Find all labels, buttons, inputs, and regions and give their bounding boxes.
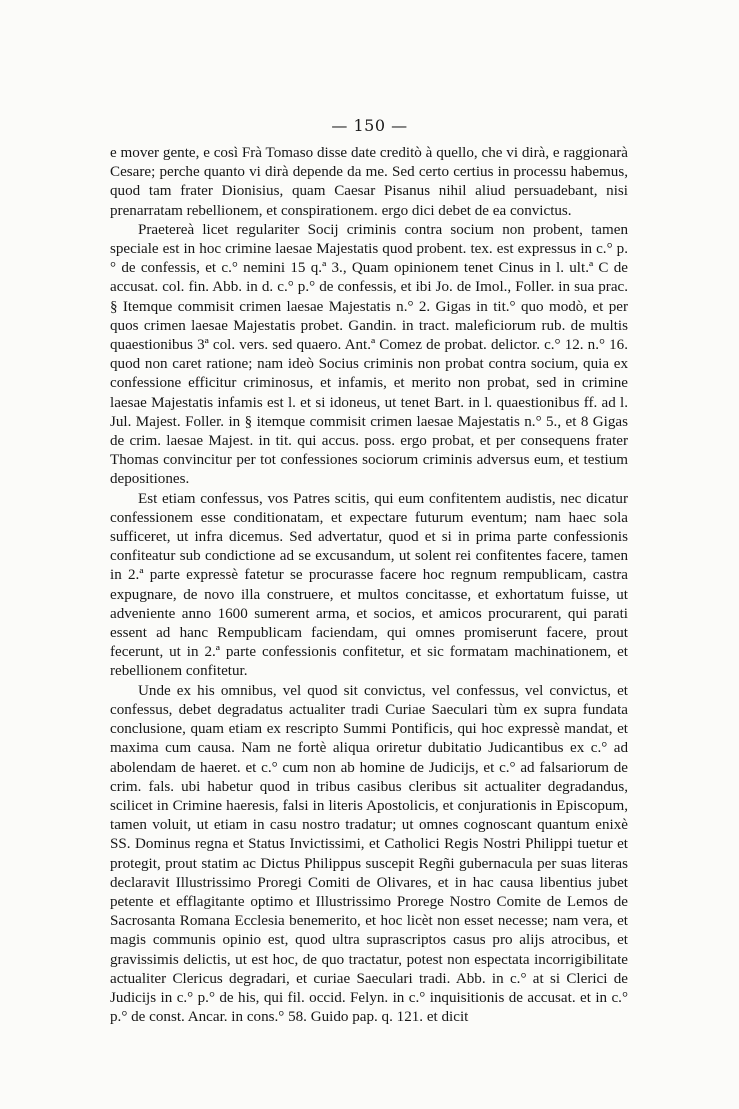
paragraph-2: Praetereà licet regulariter Socij criminis contra socium non probent, tamen speciale est in hoc crimine laesae Majestatis quod probent. tex. est expressus in c.° p.° de confessis, et c.° nemini 15 q.ª 3., Quam opinionem tenet Cinus in l. ult.ª C de accusat. col. fin. Abb. in d. c.° p.° de confessis, et ibi Jo. de Imol., Foller. in sua prac. § Itemque commisit crimen laesae Majestatis n.° 2. Gigas in tit.° quo modò, et per quos crimen laesae Majestatis probet. Gandin. in tract. maleficiorum rub. de multis quaestionibus 3ª col. vers. sed quaero. Ant.ª Comez de probat. delictor. c.° 12. n.° 16. quod non caret ratione; nam ideò Socius criminis non probat contra socium, quia ex confessione efficitur criminosus, et infamis, et merito non probat, sed in crimine laesae Majestatis infamis est l. et si idoneus, ut tenet Bart. in l. quaestionibus ff. ad l. Jul. Majest. Foller. in § itemque commisit crimen laesae Majestatis n.° 5., et 8 Gigas de crim. laesae Majest. in tit. qui accus. poss. ergo probat, et per consequens frater Thomas convincitur per tot confessiones sociorum criminis adversus eum, et testium depositiones. [110,221,628,488]
paragraph-3: Est etiam confessus, vos Patres scitis, qui eum confitentem audistis, nec dicatur confessionem esse conditionatam, et expectare futurum eventum; nam haec sola sufficeret, ut infra dicemus. Sed advertatur, quod et si in prima parte confessionis confiteatur sub condictione ad se excusandum, ut solent rei confitentes facere, tamen in 2.ª parte expressè fatetur se procurasse facere hoc regnum rempublicam, castra expugnare, de novo illa construere, et multos concitasse, et exhortatum fuisse, ut adveniente anno 1600 sumerent arma, et socios, et amicos procurarent, qui parati essent ad hanc Rempublicam faciendam, qui omnes promiserunt facere, prout fecerunt, ut in 2.ª parte confessionis confitetur, et sic formatam machinationem, et rebellionem confitetur. [110,490,628,680]
paragraph-1: e mover gente, e così Frà Tomaso disse date creditò à quello, che vi dirà, e raggionarà Cesare; perche quanto vi dirà depende da me. Sed certo certius in processu habemus, quod tam frater Dionisius, quam Caesar Pisanus nihil aliud persuadebant, nisi prenarratam rebellionem, et conspirationem. ergo dici debet de ea convictus. [110,145,628,219]
body-text [110,144,628,1027]
page-number: — 150 — [331,116,408,135]
paragraph-4: Unde ex his omnibus, vel quod sit convictus, vel confessus, vel convictus, et confessus, debet degradatus actualiter tradi Curiae Saeculari tùm ex supra fundata conclusione, quam etiam ex rescripto Summi Pontificis, qui hoc expressè mandat, et maxima cum causa. Nam ne fortè aliqua oriretur dubitatio Judicantibus ex c.° ad abolendam de haeret. et c.° cum non ab homine de Judicijs, et c.° ad falsariorum de crim. fals. ubi habetur quod in tribus casibus cleribus sit actualiter degradandus, scilicet in Crimine haeresis, falsi in literis Apostolicis, et conjurationis in Episcopum, tamen voluit, ut etiam in casu nostro tradatur; ut omnes cognoscant quantum enixè SS. Dominus regna et Status Invictissimi, et Catholici Regis Nostri Philippi tuetur et protegit, prout statim ac Dictus Philippus suscepit Regñi gubernacula per suas literas declaravit Illustrissimo Proregi Comiti de Olivares, et in hac causa libentius jubet petente et efflagitante optimo et Illustrissimo Prorege Nostro Comite de Lemos de Sacrosanta Romana Ecclesia benemerito, et hoc licèt non esset necesse; nam vera, et magis communis opinio est, quod ultra suprascriptos casus pro alijs atrocibus, et gravissimis delictis, ut est hoc, de quo tractatur, potest non espectata incorrigibilitate actualiter Clericus degradari, et curiae Saeculari tradi. Abb. in c.° at si Clerici de Judicijs in c.° p.° de his, qui fil. occid. Felyn. in c.° inquisitionis de accusat. et in c.° p.° de const. Ancar. in cons.° 58. Guido pap. q. 121. et dicit [110,682,628,1026]
